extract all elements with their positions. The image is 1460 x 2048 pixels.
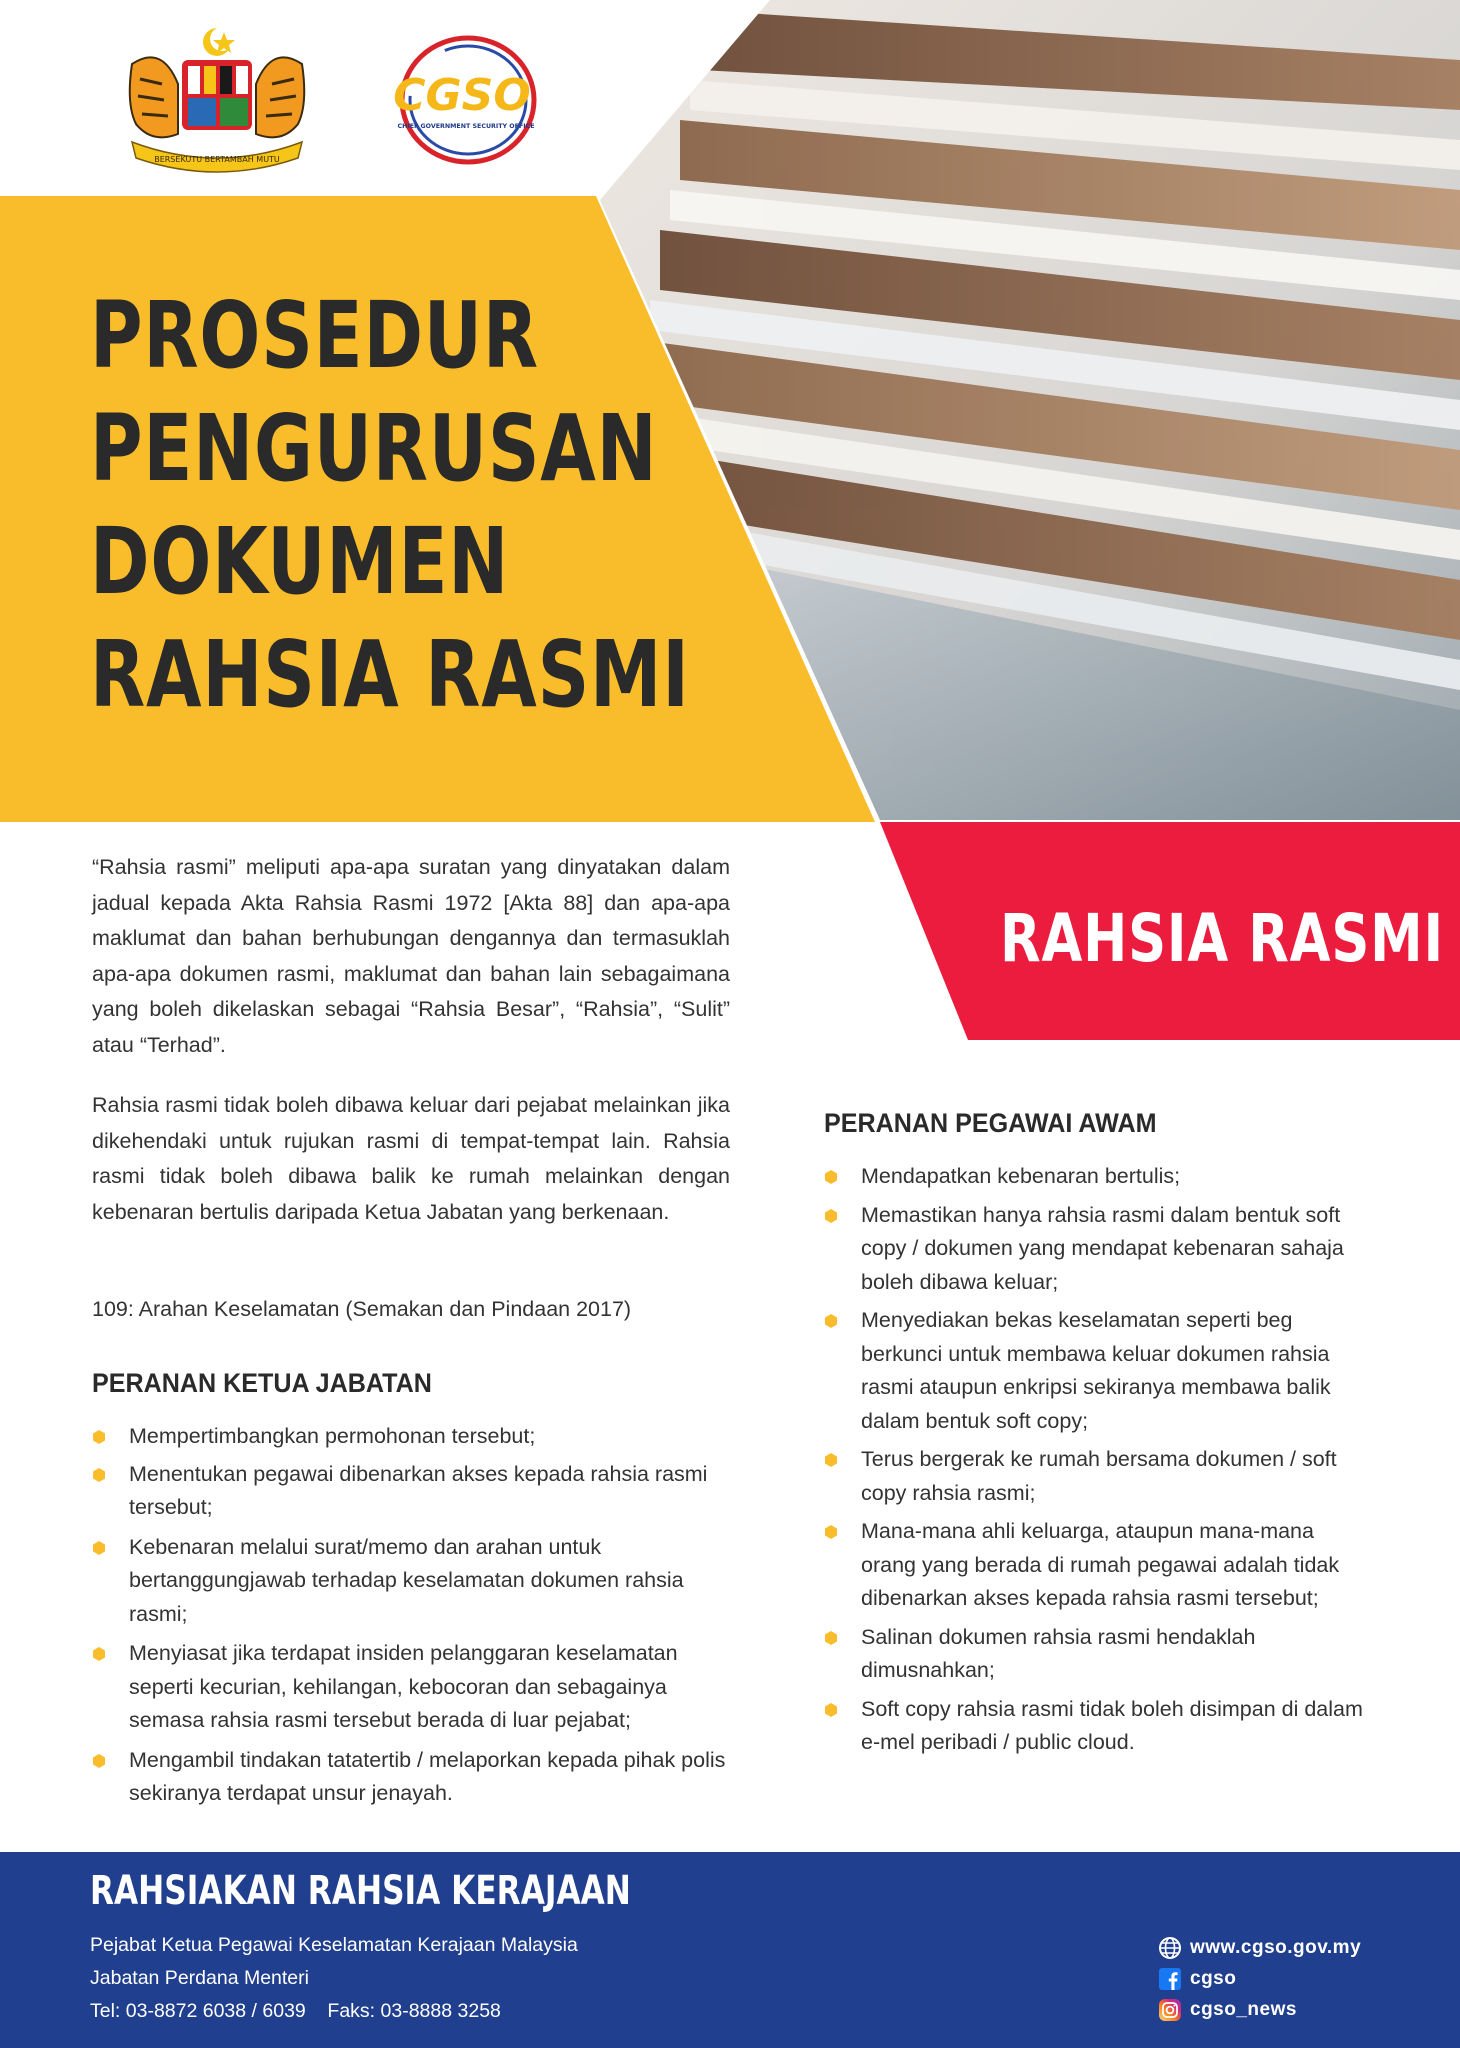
facebook-icon: [1158, 1967, 1182, 1991]
list-item: Kebenaran melalui surat/memo dan arahan untuk bertanggungjawab terhadap keselamatan dokumen rahsia rasmi;: [92, 1531, 732, 1632]
list-item: Menyediakan bekas keselamatan seperti beg berkunci untuk membawa keluar dokumen rahsia rasmi ataupun enkripsi sekiranya membawa balik dalam bentuk soft copy;: [824, 1304, 1374, 1438]
page-title-line-3: DOKUMEN: [90, 508, 510, 615]
coat-of-arms-motto: BERSEKUTU BERTAMBAH MUTU: [154, 155, 280, 164]
hexagon-bullet-icon: [824, 1209, 838, 1223]
footer-contact: Tel: 03-8872 6038 / 6039 Faks: 03-8888 3258: [90, 2000, 501, 2022]
page-title-line-2: PENGURUSAN: [90, 395, 658, 502]
hexagon-bullet-icon: [92, 1541, 106, 1555]
website-link[interactable]: [1158, 1934, 1361, 1962]
list-item: Mana-mana ahli keluarga, ataupun mana-mana orang yang berada di rumah pegawai adalah tidak dibenarkan akses kepada rahsia rasmi tersebut;: [824, 1515, 1374, 1616]
ketua-jabatan-heading: PERANAN KETUA JABATAN: [92, 1368, 432, 1398]
pegawai-awam-list: [824, 1160, 1374, 1760]
reference-note: 109: Arahan Keselamatan (Semakan dan Pindaan 2017): [92, 1297, 632, 1321]
globe-icon: [1158, 1936, 1182, 1960]
list-item: Memastikan hanya rahsia rasmi dalam bentuk soft copy / dokumen yang mendapat kebenaran sahaja boleh dibawa keluar;: [824, 1199, 1374, 1300]
intro-paragraph-1: “Rahsia rasmi” meliputi apa-apa suratan yang dinyatakan dalam jadual kepada Akta Rahsia Rasmi 1972 [Akta 88] dan apa-apa maklumat dan bahan berhubungan dengannya dan termasuklah apa-apa dokumen rasmi, maklumat dan bahan lain sebagaimana yang boleh dikelaskan sebagai “Rahsia Besar”, “Rahsia”, “Sulit” atau “Terhad”.: [92, 855, 730, 1057]
list-item: Menyiasat jika terdapat insiden pelanggaran keselamatan seperti kecurian, kehilangan, kebocoran dan sebagainya semasa rahsia rasmi tersebut berada di luar pejabat;: [92, 1637, 732, 1738]
intro-paragraph-2: Rahsia rasmi tidak boleh dibawa keluar dari pejabat melainkan jika dikehendaki untuk rujukan rasmi di tempat-tempat lain. Rahsia rasmi tidak boleh dibawa balik ke rumah melainkan dengan kebenaran bertulis daripada Ketua Jabatan yang berkenaan.: [92, 1093, 730, 1224]
list-item: Salinan dokumen rahsia rasmi hendaklah dimusnahkan;: [824, 1621, 1374, 1688]
list-item: Mempertimbangkan permohonan tersebut;: [92, 1420, 732, 1454]
hexagon-bullet-icon: [824, 1703, 838, 1717]
instagram-text: cgso_news: [1190, 1999, 1297, 2020]
list-item: Mengambil tindakan tatatertib / melaporkan kepada pihak polis sekiranya terdapat unsur jenayah.: [92, 1744, 732, 1811]
cgso-wordmark: CGSO: [393, 70, 531, 121]
footer-slogan: RAHSIAKAN RAHSIA KERAJAAN: [90, 1868, 631, 1914]
website-text: www.cgso.gov.my: [1190, 1937, 1362, 1958]
coat-of-arms-emblem: [112, 24, 322, 180]
facebook-link[interactable]: [1158, 1965, 1236, 1993]
list-item: Terus bergerak ke rumah bersama dokumen / soft copy rahsia rasmi;: [824, 1443, 1374, 1510]
page-title-line-4: RAHSIA RASMI: [90, 621, 690, 728]
list-item: Mendapatkan kebenaran bertulis;: [824, 1160, 1374, 1194]
instagram-link[interactable]: [1158, 1996, 1297, 2024]
hexagon-bullet-icon: [824, 1453, 838, 1467]
footer-office: Pejabat Ketua Pegawai Keselamatan Kerajaan Malaysia: [90, 1934, 578, 1956]
page-title-line-1: PROSEDUR: [90, 282, 539, 389]
instagram-icon: [1158, 1998, 1182, 2022]
list-item: Menentukan pegawai dibenarkan akses kepada rahsia rasmi tersebut;: [92, 1458, 732, 1525]
banner-label: RAHSIA RASMI: [1000, 900, 1444, 977]
cgso-subtitle: CHIEF GOVERNMENT SECURITY OFFICE: [397, 123, 535, 130]
hexagon-bullet-icon: [824, 1525, 838, 1539]
footer-department: Jabatan Perdana Menteri: [90, 1967, 309, 1989]
ketua-jabatan-list: [92, 1420, 732, 1811]
cgso-logo: [380, 24, 550, 172]
hexagon-bullet-icon: [824, 1631, 838, 1645]
hexagon-bullet-icon: [92, 1754, 106, 1768]
hexagon-bullet-icon: [824, 1314, 838, 1328]
facebook-text: cgso: [1190, 1968, 1237, 1989]
pegawai-awam-heading: PERANAN PEGAWAI AWAM: [824, 1108, 1157, 1138]
hexagon-bullet-icon: [824, 1170, 838, 1184]
hexagon-bullet-icon: [92, 1647, 106, 1661]
list-item: Soft copy rahsia rasmi tidak boleh disimpan di dalam e-mel peribadi / public cloud.: [824, 1693, 1374, 1760]
hexagon-bullet-icon: [92, 1430, 106, 1444]
hexagon-bullet-icon: [92, 1468, 106, 1482]
